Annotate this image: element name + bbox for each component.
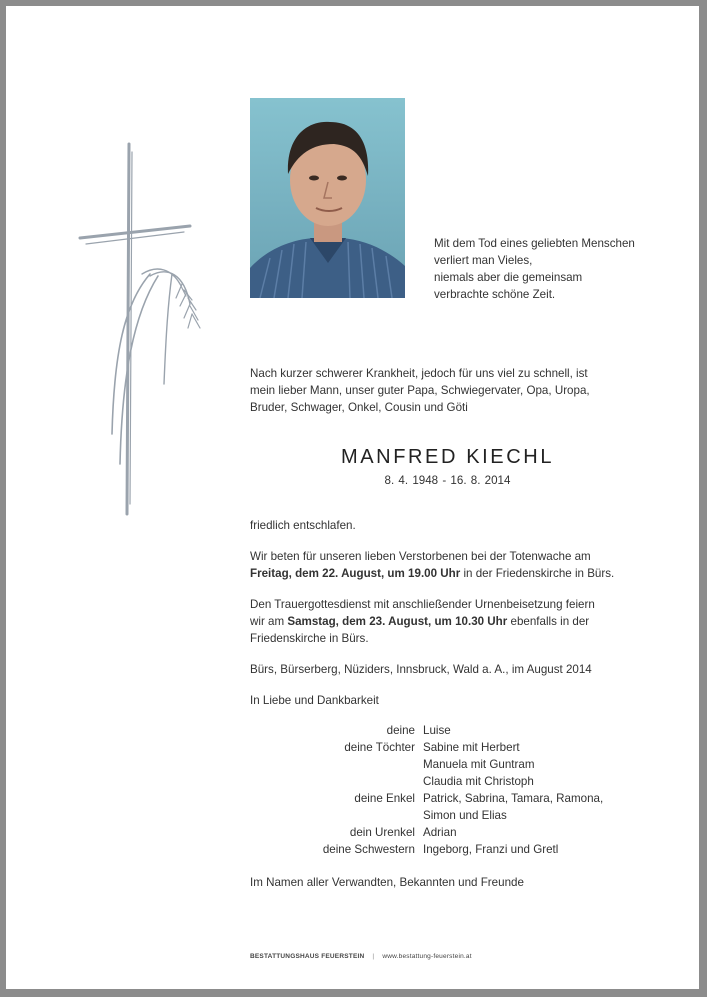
mourner-relation: deine Enkel: [354, 792, 415, 805]
funeral-line: Den Trauergottesdienst mit anschließender Urnenbeisetzung feiern: [250, 598, 595, 611]
mourner-names: Sabine mit Herbert: [423, 741, 520, 754]
places-text: Bürs, Bürserberg, Nüziders, Innsbruck, Wald a. A., im August 2014: [250, 663, 592, 676]
mourner-relation: dein Urenkel: [349, 826, 415, 839]
mourner-names: Ingeborg, Franzi und Gretl: [423, 843, 559, 856]
mourner-names: Adrian: [423, 826, 457, 839]
announcement-body: [250, 517, 660, 723]
deceased-name: MANFRED KIECHL: [340, 446, 555, 468]
quote-line: niemals aber die gemeinsam: [434, 271, 583, 284]
funeral-date: Samstag, dem 23. August, um 10.30 Uhr: [287, 615, 508, 628]
memorial-quote: [434, 235, 635, 303]
wake-date: Freitag, dem 22. August, um 19.00 Uhr: [250, 567, 461, 580]
mourner-relation: deine Schwestern: [322, 843, 415, 856]
mourner-relation: deine: [386, 724, 415, 737]
wake-line: Wir beten für unseren lieben Verstorbenen bei der Totenwache am: [250, 550, 591, 563]
funeral-line: [250, 613, 660, 630]
mourner-names: Claudia mit Christoph: [423, 775, 534, 788]
mourner-row: [250, 773, 670, 790]
wake-location: in der Friedenskirche in Bürs.: [460, 567, 615, 580]
quote-line: Mit dem Tod eines geliebten Menschen: [434, 237, 635, 250]
intro-text: [250, 365, 650, 416]
funeral-rest: ebenfalls in der: [507, 615, 590, 628]
mourner-relation: deine Töchter: [344, 741, 415, 754]
mourner-relation: [250, 773, 423, 790]
funeral-home-name: BESTATTUNGSHAUS FEUERSTEIN: [250, 953, 365, 960]
mourner-row: [250, 841, 670, 858]
intro-line: Nach kurzer schwerer Krankheit, jedoch für uns viel zu schnell, ist: [250, 367, 588, 380]
intro-line: mein lieber Mann, unser guter Papa, Schwiegervater, Opa, Uropa,: [250, 384, 590, 397]
mourners-list: [250, 722, 670, 858]
footer-separator: |: [372, 953, 375, 960]
mourner-relation: [250, 756, 423, 773]
closing-text: Im Namen aller Verwandten, Bekannten und Freunde: [250, 876, 524, 889]
mourner-row: [250, 790, 670, 807]
mourner-row: [250, 722, 670, 739]
intro-line: Bruder, Schwager, Onkel, Cousin und Göti: [250, 401, 468, 414]
cross-wheat-icon: [72, 134, 212, 526]
footer: [250, 953, 472, 960]
funeral-line: Friedenskirche in Bürs.: [250, 632, 369, 645]
mourner-names: Simon und Elias: [423, 809, 507, 822]
love-text: In Liebe und Dankbarkeit: [250, 694, 379, 707]
funeral-home-website[interactable]: www.bestattung-feuerstein.at: [382, 953, 472, 960]
mourner-names: Patrick, Sabrina, Tamara, Ramona,: [423, 792, 604, 805]
funeral-prefix: wir am: [250, 615, 288, 628]
mourner-row: [250, 807, 670, 824]
mourner-row: [250, 824, 670, 841]
obituary-page: [6, 6, 699, 989]
mourner-names: Luise: [423, 724, 451, 737]
mourner-names: Manuela mit Guntram: [423, 758, 535, 771]
wake-line: [250, 565, 660, 582]
mourner-row: [250, 756, 670, 773]
passed-text: friedlich entschlafen.: [250, 519, 356, 532]
life-dates: 8. 4. 1948 - 16. 8. 2014: [384, 474, 511, 487]
portrait-photo: [250, 98, 405, 298]
quote-line: verbrachte schöne Zeit.: [434, 288, 556, 301]
mourner-relation: [250, 807, 423, 824]
quote-line: verliert man Vieles,: [434, 254, 533, 267]
mourner-row: [250, 739, 670, 756]
